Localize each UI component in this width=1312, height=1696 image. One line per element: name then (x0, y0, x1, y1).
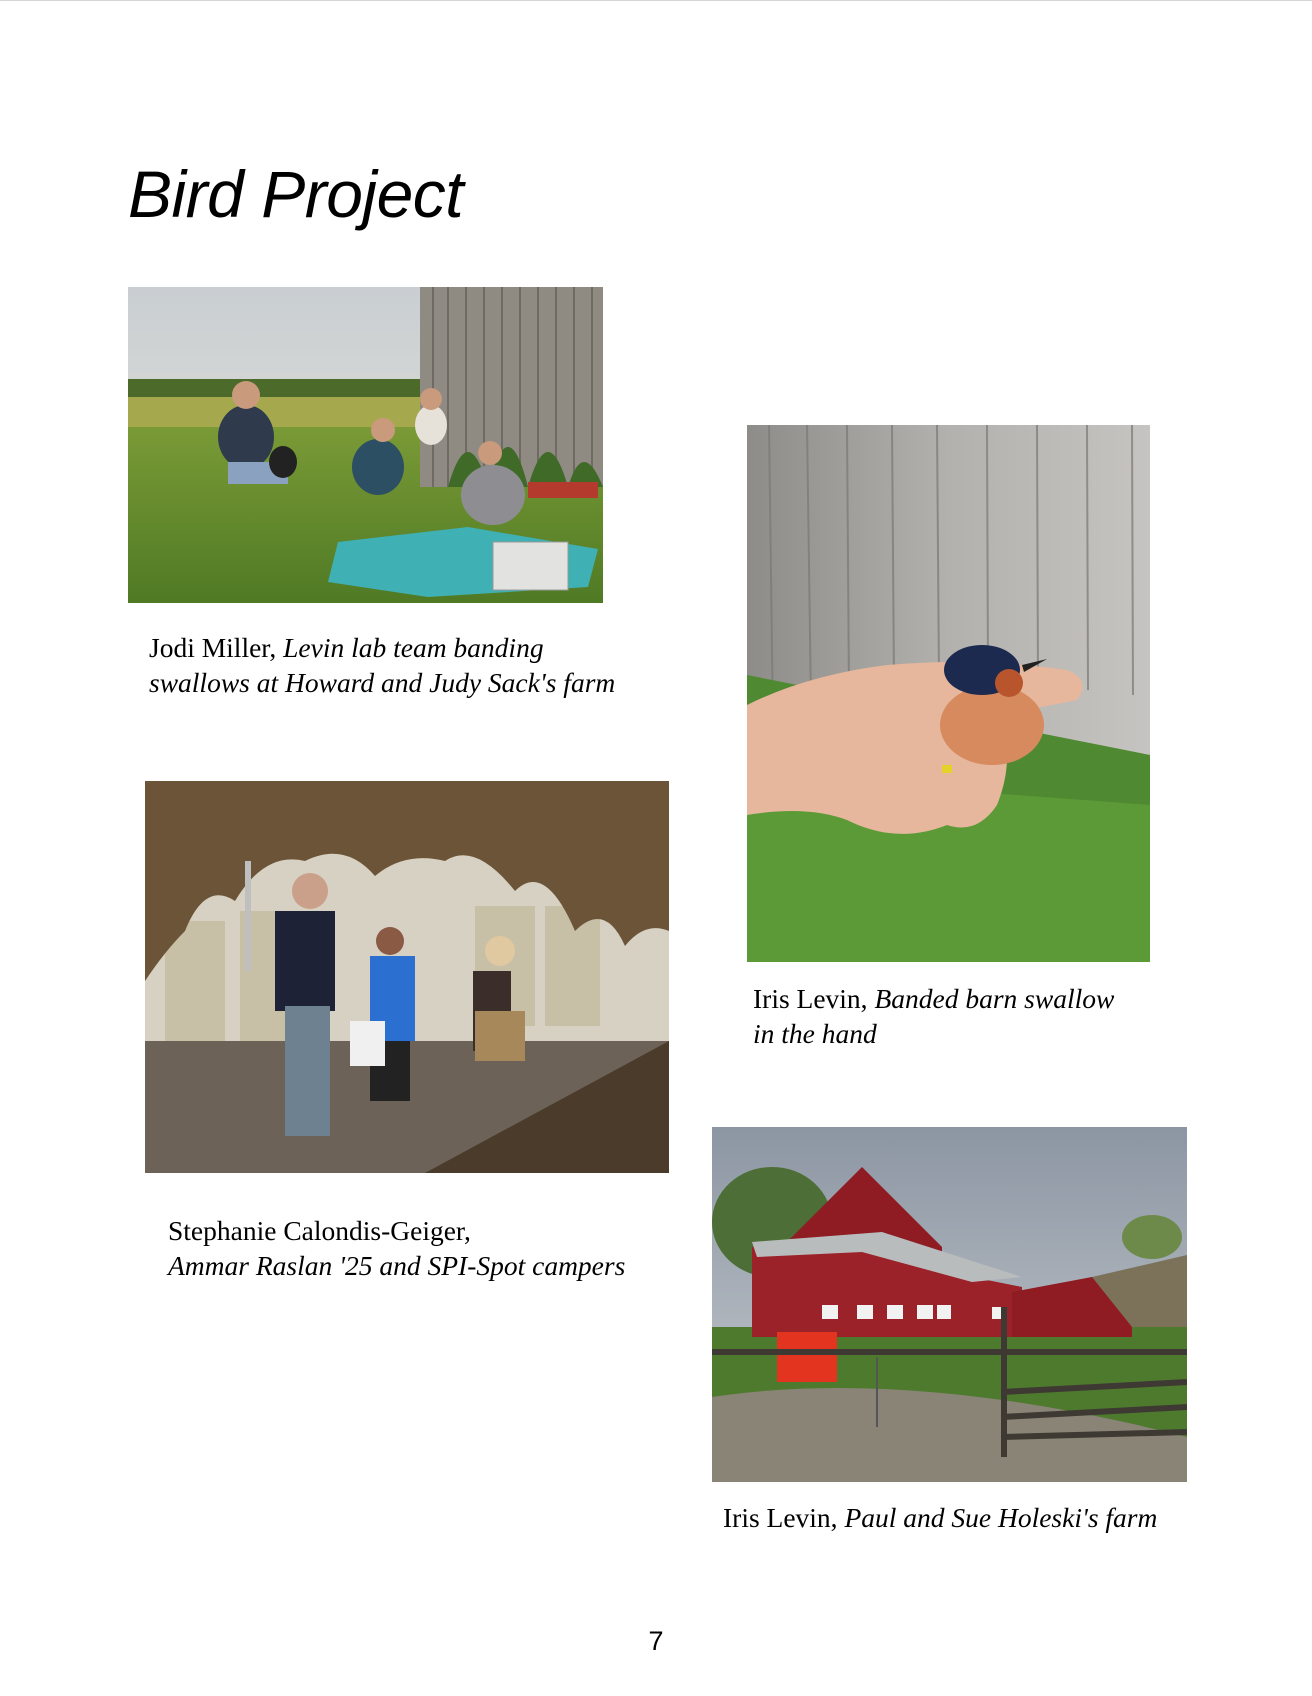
banding-team-caption (149, 630, 615, 700)
photo-credit: Iris Levin, (753, 983, 875, 1014)
campers-caption (168, 1213, 625, 1283)
barn-swallow-photo (747, 425, 1150, 962)
photo-description: Paul and Sue Holeski's farm (844, 1502, 1158, 1533)
top-border-line (0, 0, 1312, 1)
photo-credit: Iris Levin, (723, 1502, 845, 1533)
page-title: Bird Project (128, 157, 464, 231)
banding-team-photo (128, 287, 603, 603)
red-barn-caption (723, 1500, 1157, 1535)
barn-swallow-caption (753, 981, 1114, 1051)
red-barn-photo (712, 1127, 1187, 1482)
photo-credit: Stephanie Calondis-Geiger, (168, 1215, 471, 1246)
campers-photo (145, 781, 669, 1173)
page-number: 7 (648, 1626, 664, 1656)
photo-description: Levin lab team banding (283, 632, 544, 663)
photo-credit: Jodi Miller, (149, 632, 284, 663)
photo-description: swallows at Howard and Judy Sack's farm (149, 667, 616, 698)
photo-description: Banded barn swallow (874, 983, 1115, 1014)
photo-description: Ammar Raslan '25 and SPI-Spot campers (168, 1250, 626, 1281)
photo-description: in the hand (753, 1018, 877, 1049)
